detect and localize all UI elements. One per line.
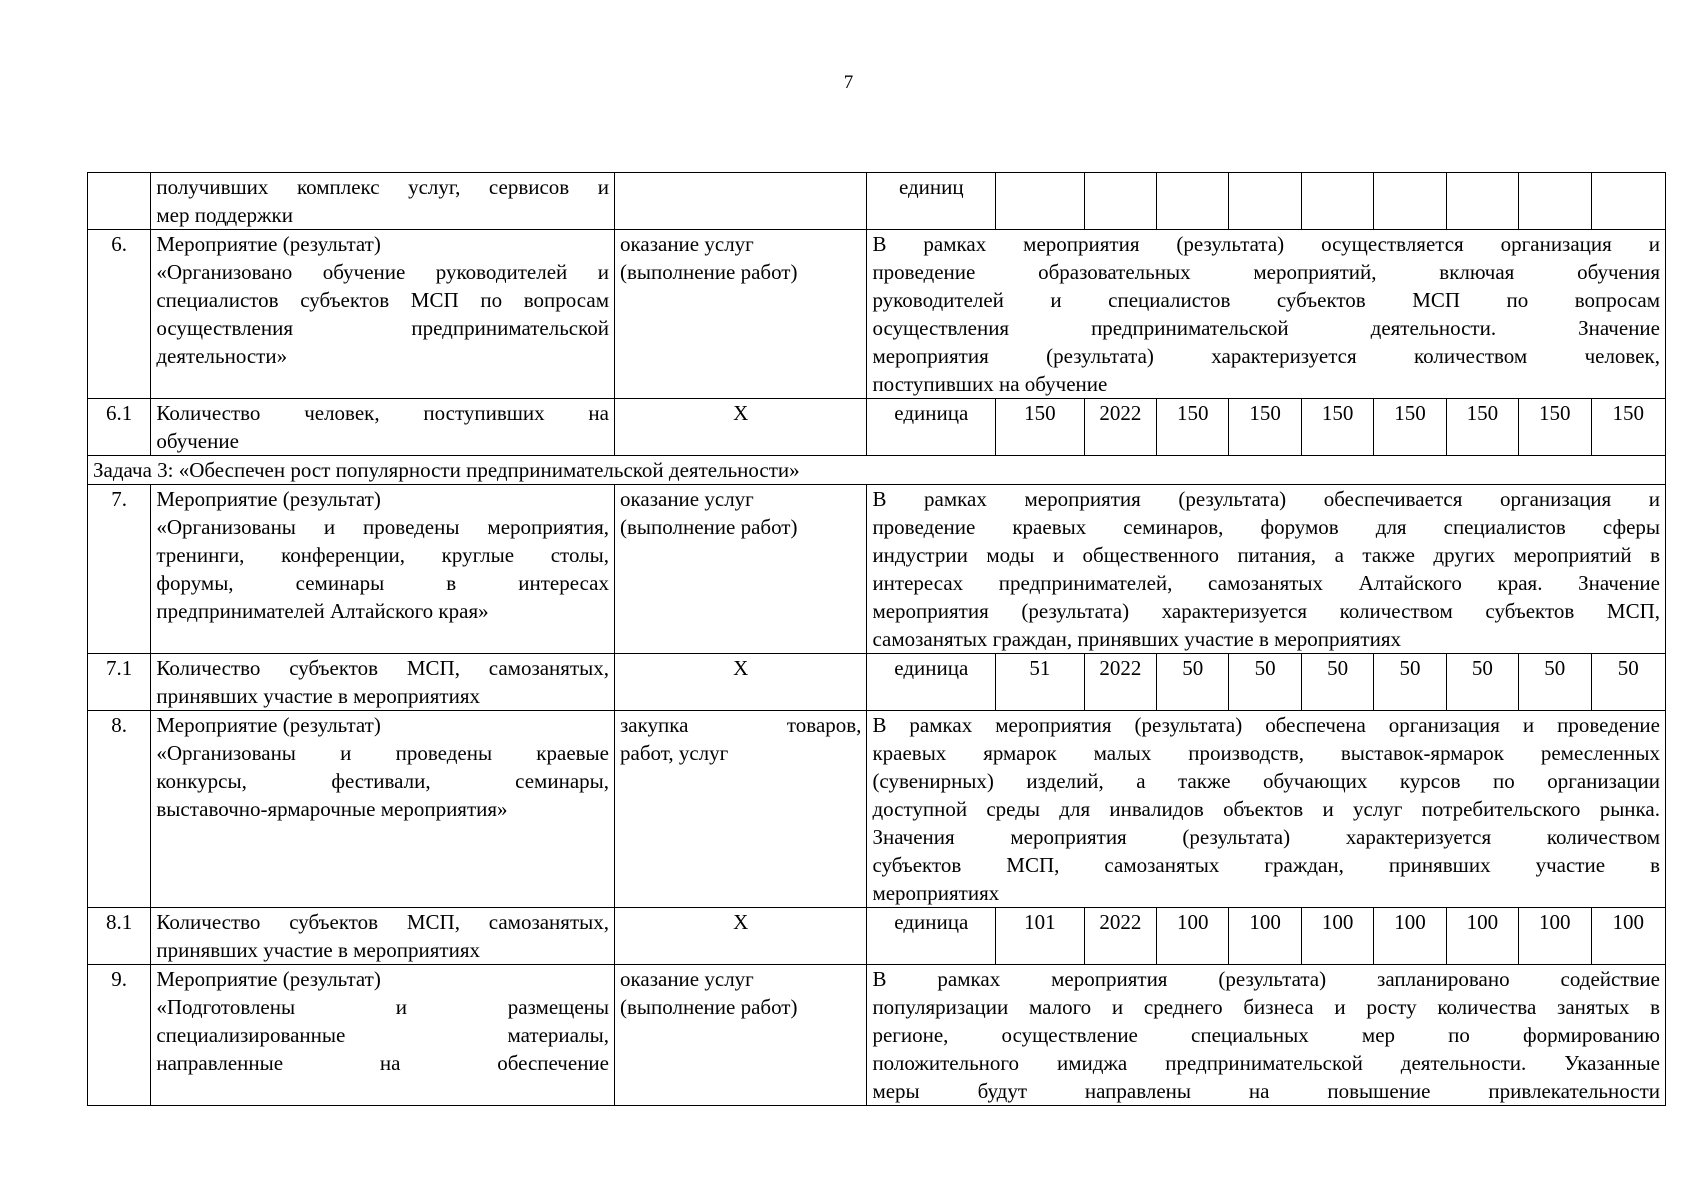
- base-year-cell: 2022: [1084, 654, 1156, 711]
- description-line: меры будут направлены на повышение привлекательности: [872, 1079, 1660, 1103]
- value-cell: 50: [1374, 654, 1446, 711]
- value-cell: 150: [1519, 399, 1591, 456]
- measure-name-cell: [151, 965, 615, 1106]
- value-cell: 150: [1301, 399, 1373, 456]
- name-line: «Подготовлены и размещены: [156, 995, 609, 1019]
- value-cell: [1229, 173, 1301, 230]
- name-line: «Организовано обучение руководителей и: [156, 260, 609, 284]
- name-line: форумы, семинары в интересах: [156, 571, 609, 595]
- measure-type-cell: [615, 485, 867, 654]
- row-number-cell: [88, 173, 151, 230]
- unit-cell: единица: [867, 654, 996, 711]
- base-value-cell: 51: [996, 654, 1085, 711]
- value-cell: 150: [1229, 399, 1301, 456]
- type-line: (выполнение работ): [620, 515, 798, 539]
- value-cell: 150: [1446, 399, 1518, 456]
- name-line: получивших комплекс услуг, сервисов и: [156, 175, 609, 199]
- value-cell: 100: [1157, 908, 1229, 965]
- value-cell: 150: [1374, 399, 1446, 456]
- table-row: [88, 456, 1666, 485]
- value-cell: [1157, 173, 1229, 230]
- name-line: Количество человек, поступивших на: [156, 401, 609, 425]
- row-number-cell: 6.: [88, 230, 151, 399]
- value-cell: [1301, 173, 1373, 230]
- value-cell: 100: [1591, 908, 1666, 965]
- description-line: проведение краевых семинаров, форумов для специалистов сферы: [872, 515, 1660, 539]
- name-line: тренинги, конференции, круглые столы,: [156, 543, 609, 567]
- name-line: осуществления предпринимательской: [156, 316, 609, 340]
- name-line: Мероприятие (результат): [156, 487, 381, 511]
- name-line: принявших участие в мероприятиях: [156, 938, 480, 962]
- value-cell: [1591, 173, 1666, 230]
- measure-type-cell: Х: [615, 399, 867, 456]
- row-number-cell: 9.: [88, 965, 151, 1106]
- measure-name-cell: [151, 485, 615, 654]
- base-year-cell: 2022: [1084, 908, 1156, 965]
- description-line: мероприятия (результата) характеризуется количеством человек,: [872, 344, 1660, 368]
- table-row: [88, 485, 1666, 654]
- row-number-cell: 7.: [88, 485, 151, 654]
- type-line: оказание услуг: [620, 232, 754, 256]
- description-line: В рамках мероприятия (результата) обеспечена организация и проведение: [872, 713, 1660, 737]
- value-cell: 100: [1519, 908, 1591, 965]
- name-line: обучение: [156, 429, 239, 453]
- value-cell: 50: [1591, 654, 1666, 711]
- description-line: положительного имиджа предпринимательской деятельности. Указанные: [872, 1051, 1660, 1075]
- description-line: проведение образовательных мероприятий, включая обучения: [872, 260, 1660, 284]
- description-line: индустрии моды и общественного питания, а также других мероприятий в: [872, 543, 1660, 567]
- type-line: работ, услуг: [620, 741, 729, 765]
- type-line: оказание услуг: [620, 967, 754, 991]
- name-line: «Организованы и проведены краевые: [156, 741, 609, 765]
- name-line: специализированные материалы,: [156, 1023, 609, 1047]
- name-line: Мероприятие (результат): [156, 967, 381, 991]
- row-number-cell: 8.1: [88, 908, 151, 965]
- name-line: направленные на обеспечение: [156, 1051, 609, 1075]
- measure-type-cell: [615, 230, 867, 399]
- table-row: [88, 173, 1666, 230]
- row-number-cell: 6.1: [88, 399, 151, 456]
- measure-description-cell: [867, 485, 1666, 654]
- measures-table: [87, 172, 1666, 1106]
- description-line: мероприятиях: [872, 881, 1000, 905]
- description-line: руководителей и специалистов субъектов МСП по вопросам: [872, 288, 1660, 312]
- value-cell: 100: [1301, 908, 1373, 965]
- value-cell: 50: [1301, 654, 1373, 711]
- description-line: самозанятых граждан, принявших участие в мероприятиях: [872, 627, 1401, 651]
- name-line: выставочно-ярмарочные мероприятия»: [156, 797, 508, 821]
- value-cell: [1084, 173, 1156, 230]
- name-line: предпринимателей Алтайского края»: [156, 599, 489, 623]
- description-line: осуществления предпринимательской деятельности. Значение: [872, 316, 1660, 340]
- measure-description-cell: [867, 965, 1666, 1106]
- table-row: [88, 230, 1666, 399]
- description-line: В рамках мероприятия (результата) осуществляется организация и: [872, 232, 1660, 256]
- type-line: (выполнение работ): [620, 260, 798, 284]
- row-number-cell: 8.: [88, 711, 151, 908]
- unit-cell: единица: [867, 908, 996, 965]
- measure-type-cell: [615, 965, 867, 1106]
- description-line: В рамках мероприятия (результата) обеспечивается организация и: [872, 487, 1660, 511]
- description-line: популяризации малого и среднего бизнеса и росту количества занятых в: [872, 995, 1660, 1019]
- value-cell: 150: [1591, 399, 1666, 456]
- value-cell: [1519, 173, 1591, 230]
- value-cell: 50: [1519, 654, 1591, 711]
- table-row: [88, 908, 1666, 965]
- type-line: оказание услуг: [620, 487, 754, 511]
- table-row: [88, 965, 1666, 1106]
- measure-name-cell: [151, 230, 615, 399]
- value-cell: [996, 173, 1085, 230]
- type-line: закупка товаров,: [620, 713, 862, 737]
- name-line: мер поддержки: [156, 203, 293, 227]
- description-line: мероприятия (результата) характеризуется количеством субъектов МСП,: [872, 599, 1660, 623]
- description-line: (сувенирных) изделий, а также обучающих курсов по организации: [872, 769, 1660, 793]
- description-line: субъектов МСП, самозанятых граждан, принявших участие в: [872, 853, 1660, 877]
- value-cell: 50: [1229, 654, 1301, 711]
- measure-name-cell: [151, 399, 615, 456]
- measure-name-cell: [151, 908, 615, 965]
- base-value-cell: 150: [996, 399, 1085, 456]
- measure-name-cell: [151, 173, 615, 230]
- description-line: поступивших на обучение: [872, 372, 1108, 396]
- table-row: [88, 654, 1666, 711]
- type-line: (выполнение работ): [620, 995, 798, 1019]
- base-value-cell: 101: [996, 908, 1085, 965]
- page-number: 7: [843, 72, 854, 93]
- description-line: интересах предпринимателей, самозанятых Алтайского края. Значение: [872, 571, 1660, 595]
- name-line: Количество субъектов МСП, самозанятых,: [156, 910, 609, 934]
- task-heading: Задача 3: «Обеспечен рост популярности предпринимательской деятельности»: [88, 456, 1666, 485]
- base-year-cell: 2022: [1084, 399, 1156, 456]
- value-cell: 100: [1446, 908, 1518, 965]
- value-cell: 100: [1229, 908, 1301, 965]
- measure-type-cell: [615, 173, 867, 230]
- unit-cell: единиц: [867, 173, 996, 230]
- name-line: Мероприятие (результат): [156, 713, 381, 737]
- description-line: краевых ярмарок малых производств, выставок-ярмарок ремесленных: [872, 741, 1660, 765]
- name-line: деятельности»: [156, 344, 288, 368]
- value-cell: 50: [1157, 654, 1229, 711]
- value-cell: 100: [1374, 908, 1446, 965]
- measure-name-cell: [151, 654, 615, 711]
- unit-cell: единица: [867, 399, 996, 456]
- table-row: [88, 711, 1666, 908]
- description-line: регионе, осуществление специальных мер по формированию: [872, 1023, 1660, 1047]
- name-line: принявших участие в мероприятиях: [156, 684, 480, 708]
- name-line: Мероприятие (результат): [156, 232, 381, 256]
- measure-description-cell: [867, 230, 1666, 399]
- measure-name-cell: [151, 711, 615, 908]
- name-line: Количество субъектов МСП, самозанятых,: [156, 656, 609, 680]
- measure-description-cell: [867, 711, 1666, 908]
- name-line: специалистов субъектов МСП по вопросам: [156, 288, 609, 312]
- measure-type-cell: Х: [615, 654, 867, 711]
- value-cell: 50: [1446, 654, 1518, 711]
- value-cell: 150: [1157, 399, 1229, 456]
- row-number-cell: 7.1: [88, 654, 151, 711]
- name-line: конкурсы, фестивали, семинары,: [156, 769, 609, 793]
- table-row: [88, 399, 1666, 456]
- description-line: В рамках мероприятия (результата) запланировано содействие: [872, 967, 1660, 991]
- measure-type-cell: Х: [615, 908, 867, 965]
- value-cell: [1374, 173, 1446, 230]
- value-cell: [1446, 173, 1518, 230]
- description-line: Значения мероприятия (результата) характеризуется количеством: [872, 825, 1660, 849]
- description-line: доступной среды для инвалидов объектов и услуг потребительского рынка.: [872, 797, 1660, 821]
- measure-type-cell: [615, 711, 867, 908]
- name-line: «Организованы и проведены мероприятия,: [156, 515, 609, 539]
